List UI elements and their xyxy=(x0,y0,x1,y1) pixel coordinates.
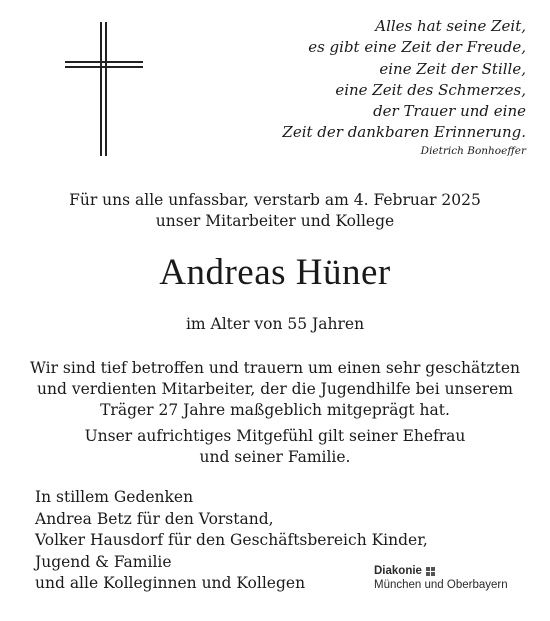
signature-line: und alle Kolleginnen und Kollegen xyxy=(35,574,306,592)
message-line: und seiner Familie. xyxy=(199,448,351,466)
poem-author: Dietrich Bonhoeffer xyxy=(420,144,526,157)
age-line: im Alter von 55 Jahren xyxy=(185,315,365,333)
poem-line: Zeit der dankbaren Erinnerung. xyxy=(282,123,526,142)
signature-line: Jugend & Familie xyxy=(35,552,172,571)
signature-line: In stillem Gedenken xyxy=(35,488,194,506)
intro-text xyxy=(0,190,550,232)
diakonie-logo xyxy=(374,564,508,592)
cross-icon xyxy=(65,22,143,157)
signature-line: Volker Hausdorf für den Geschäftsbereich Kinder, xyxy=(35,531,428,549)
poem-line: Alles hat seine Zeit, xyxy=(375,17,526,35)
deceased-name: Andreas Hüner xyxy=(159,252,391,293)
signature-line: Andrea Betz für den Vorstand, xyxy=(35,509,274,528)
poem-line: der Trauer und eine xyxy=(373,102,526,121)
message-line: Unser aufrichtiges Mitgefühl gilt seiner Ehefrau xyxy=(84,427,466,445)
intro-line: Für uns alle unfassbar, verstarb am 4. Februar 2025 xyxy=(69,191,481,209)
poem-line: eine Zeit des Schmerzes, xyxy=(335,80,526,99)
message-line: Wir sind tief betroffen und trauern um einen sehr geschätzten xyxy=(29,359,521,377)
poem-line: eine Zeit der Stille, xyxy=(379,59,526,78)
diakonie-mark-icon xyxy=(426,567,435,576)
logo-brand: Diakonie xyxy=(374,565,422,577)
message-line: Träger 27 Jahre maßgeblich mitgeprägt hat. xyxy=(100,401,450,419)
message-paragraph-2 xyxy=(0,426,550,468)
poem-line: es gibt eine Zeit der Freude, xyxy=(308,38,526,57)
poem xyxy=(226,16,526,158)
signature-block xyxy=(35,487,428,595)
message-line: und verdienten Mitarbeiter, der die Jugendhilfe bei unserem xyxy=(37,380,513,398)
message-paragraph-1 xyxy=(0,358,550,421)
logo-region: München und Oberbayern xyxy=(374,579,508,591)
intro-line: unser Mitarbeiter und Kollege xyxy=(155,212,395,230)
